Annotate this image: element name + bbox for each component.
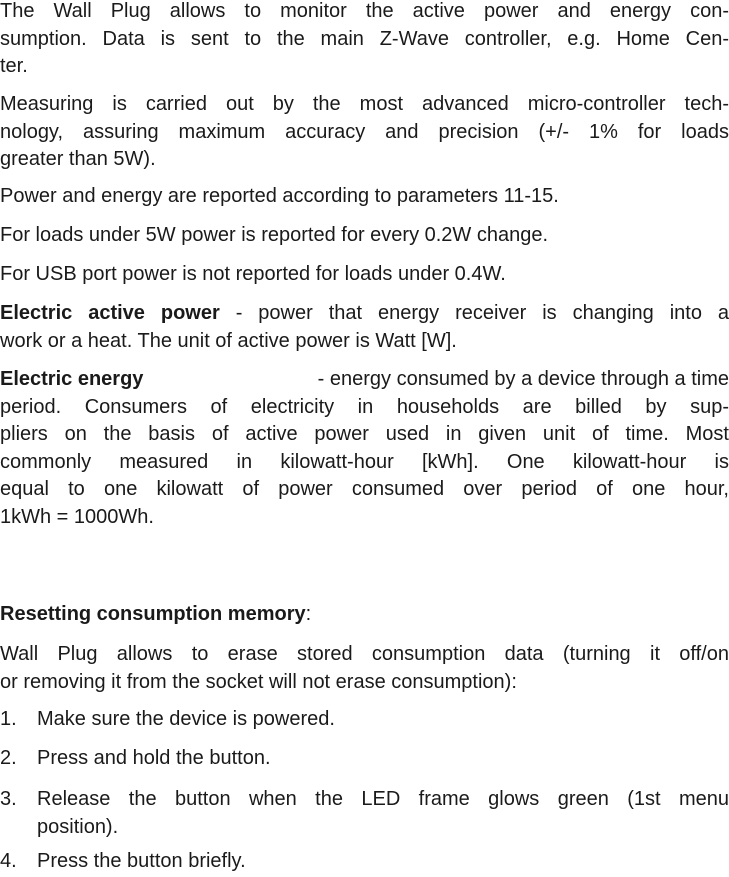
text-line: Power and energy are reported according to parameters 11-15. [0, 185, 559, 207]
text-line: commonly measured in kilowatt-hour [kWh]. One kilowatt-hour is [0, 450, 729, 473]
list-text [37, 745, 729, 773]
defined-term: Electric energy [0, 368, 144, 390]
text-line: Press and hold the button. [37, 747, 271, 769]
text-line: nology, assuring maximum accuracy and precision (+/- 1% for loads [0, 120, 729, 143]
reporting-paragraph [0, 183, 729, 211]
text-line: Wall Plug allows to erase stored consumption data (turning it off/on [0, 643, 729, 665]
low-load-paragraph [0, 222, 729, 250]
text-line: Press the button briefly. [37, 850, 246, 872]
defined-term: Electric active power [0, 302, 220, 324]
intro-paragraph [0, 0, 729, 81]
list-number: 3. [0, 788, 17, 810]
active-power-definition [0, 300, 729, 355]
text-line: For USB port power is not reported for loads under 0.4W. [0, 263, 506, 285]
section-heading [0, 601, 729, 629]
text-line: equal to one kilowatt of power consumed over period of one hour, [0, 478, 729, 500]
list-number: 2. [0, 747, 17, 769]
list-number: 4. [0, 850, 17, 872]
list-text [37, 706, 729, 734]
measuring-paragraph [0, 91, 729, 174]
text-line: Measuring is carried out by the most advanced micro-controller tech- [0, 93, 729, 115]
energy-definition [0, 366, 729, 531]
text-line: Make sure the device is powered. [37, 708, 335, 730]
text-line [0, 601, 729, 629]
text-line: ter. [0, 55, 28, 77]
usb-paragraph [0, 261, 729, 289]
text-line: work or a heat. The unit of active power is Watt [W]. [0, 329, 457, 352]
text-line: Release the button when the LED frame glows green (1st menu [37, 788, 729, 810]
heading-text: Resetting consumption memory [0, 603, 306, 625]
text-line: pliers on the basis of active power used in given unit of time. Most [0, 423, 729, 445]
text-line: 1kWh = 1000Wh. [0, 505, 154, 528]
text-line: position). [37, 815, 119, 838]
text-line: The Wall Plug allows to monitor the active power and energy con- [0, 0, 729, 22]
list-number: 1. [0, 708, 17, 730]
text-line [0, 300, 729, 328]
text-line: For loads under 5W power is reported for every 0.2W change. [0, 224, 549, 246]
text-line: sumption. Data is sent to the main Z-Wave controller, e.g. Home Cen- [0, 27, 729, 50]
section-intro [0, 641, 729, 696]
text-line: period. Consumers of electricity in households are billed by sup- [0, 395, 729, 418]
text-line: greater than 5W). [0, 148, 156, 170]
definition-text: - energy consumed by a device through a time [317, 368, 729, 390]
list-text [37, 786, 729, 841]
heading-suffix: : [305, 603, 312, 625]
list-text [37, 848, 729, 876]
definition-text: - power that energy receiver is changing into a [219, 302, 729, 324]
text-line: or removing it from the socket will not erase consumption): [0, 670, 517, 693]
text-line [0, 366, 729, 394]
